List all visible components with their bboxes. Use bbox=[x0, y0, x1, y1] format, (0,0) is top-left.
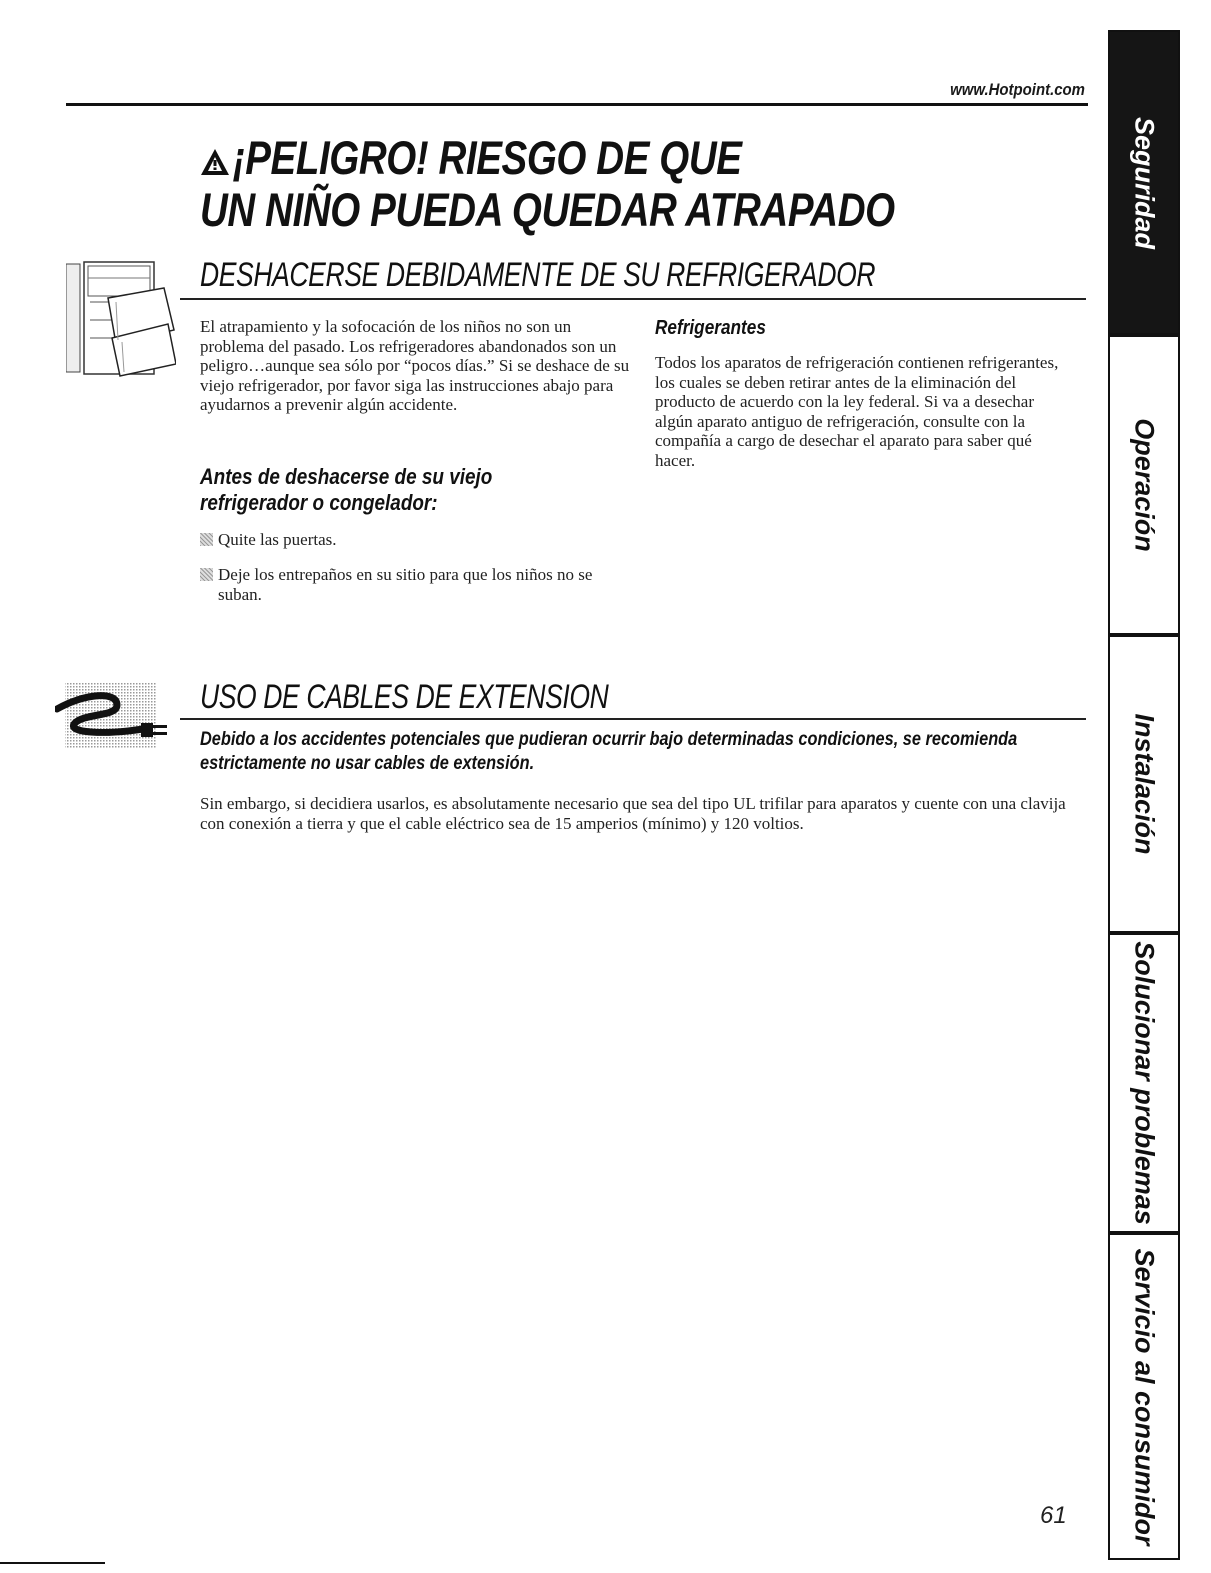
section-rule bbox=[180, 718, 1086, 720]
bullet-icon bbox=[200, 533, 213, 546]
section-rule bbox=[180, 298, 1086, 300]
title-line-2: UN NIÑO PUEDA QUEDAR ATRAPADO bbox=[200, 183, 895, 236]
extension-cords-warning: Debido a los accidentes potenciales que pudieran ocurrir bajo determinadas condiciones, se recomienda estrictamente no usar cables de extensión. bbox=[200, 729, 1018, 774]
tab-seguridad[interactable] bbox=[1108, 30, 1180, 335]
tab-label: Solucionar problemas bbox=[1129, 941, 1160, 1225]
page-number: 61 bbox=[1040, 1502, 1067, 1529]
tab-label: Operación bbox=[1129, 418, 1160, 552]
refrigerants-subheading: Refrigerantes bbox=[655, 317, 766, 339]
tab-label: Servicio al consumidor bbox=[1129, 1247, 1160, 1546]
tab-solucionar-problemas[interactable] bbox=[1108, 933, 1180, 1233]
extension-cord-icon bbox=[55, 683, 175, 748]
bullet-icon bbox=[200, 568, 213, 581]
tab-instalacion[interactable] bbox=[1108, 635, 1180, 933]
tab-operacion[interactable] bbox=[1108, 335, 1180, 635]
extension-cords-paragraph: Sin embargo, si decidiera usarlos, es absolutamente necesario que sea del tipo UL trifilar para aparatos y cuente con una clavija con conexión a tierra y que el cable eléctrico sea de 15 amperios (mínimo) y 120 voltios. bbox=[200, 794, 1066, 833]
tab-label: Seguridad bbox=[1129, 116, 1160, 249]
tab-servicio-al-consumidor[interactable] bbox=[1108, 1233, 1180, 1560]
footer-rule bbox=[0, 1562, 105, 1564]
disposal-subheading: Antes de deshacerse de su viejo refrigerador o congelador: bbox=[200, 464, 493, 515]
section-heading-extension-cords: USO DE CABLES DE EXTENSION bbox=[200, 678, 609, 716]
disposal-paragraph: El atrapamiento y la sofocación de los niños no son un problema del pasado. Los refrigeradores abandonados son un peligro…aunque sea sólo por “pocos días.” Si se deshace de su viejo refrigerador, por favor siga las instrucciones abajo para ayudarnos a prevenir algún accidente. bbox=[200, 317, 630, 414]
page-title bbox=[200, 132, 895, 236]
list-item: Quite las puertas. bbox=[200, 530, 630, 550]
tab-label: Instalación bbox=[1129, 713, 1160, 855]
refrigerator-icon bbox=[66, 258, 176, 383]
top-rule bbox=[66, 103, 1088, 106]
website-url: www.Hotpoint.com bbox=[950, 80, 1085, 99]
section-heading-disposal: DESHACERSE DEBIDAMENTE DE SU REFRIGERADOR bbox=[200, 256, 876, 294]
list-item: Deje los entrepaños en su sitio para que los niños no se suban. bbox=[200, 565, 630, 604]
refrigerants-paragraph: Todos los aparatos de refrigeración contienen refrigerantes, los cuales se deben retirar antes de la eliminación del producto de acuerdo con la ley federal. Si va a desechar algún aparato antiguo de refrigeración, consulte con la compañía a cargo de desechar el aparato para saber qué hacer. bbox=[655, 353, 1059, 470]
title-line-1: ¡PELIGRO! RIESGO DE QUE bbox=[232, 131, 742, 184]
